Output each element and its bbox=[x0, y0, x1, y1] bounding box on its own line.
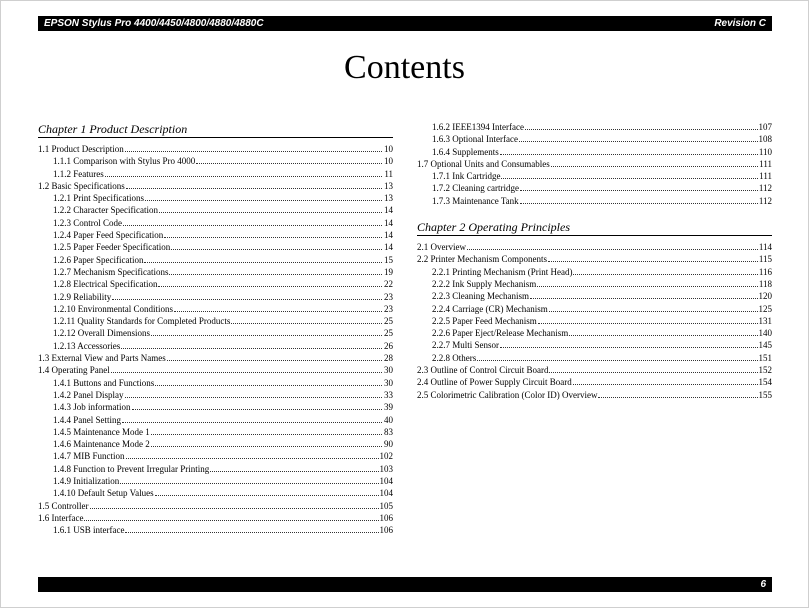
toc-entry-page: 33 bbox=[384, 389, 393, 400]
toc-entry-page: 39 bbox=[384, 402, 393, 413]
toc-entry-page: 115 bbox=[758, 254, 772, 265]
dot-leader bbox=[467, 242, 758, 250]
toc-entry-title: 2.4 Outline of Power Supply Circuit Board bbox=[417, 377, 572, 388]
toc-entry[interactable] bbox=[38, 192, 393, 204]
dot-leader bbox=[210, 464, 378, 472]
toc-entry-title: 2.2.6 Paper Eject/Release Mechanism bbox=[432, 328, 569, 339]
toc-entry[interactable] bbox=[417, 278, 772, 290]
dot-leader bbox=[122, 415, 382, 423]
toc-entry-page: 10 bbox=[384, 156, 393, 167]
toc-entry[interactable] bbox=[38, 414, 393, 426]
toc-entry[interactable] bbox=[417, 315, 772, 327]
toc-entry-page: 28 bbox=[384, 353, 393, 364]
toc-entry[interactable] bbox=[38, 155, 393, 167]
toc-entry[interactable] bbox=[38, 278, 393, 290]
toc-entry-title: 1.7 Optional Units and Consumables bbox=[417, 158, 550, 169]
toc-entry[interactable] bbox=[417, 303, 772, 315]
dot-leader bbox=[231, 316, 382, 324]
toc-entry[interactable] bbox=[38, 168, 393, 180]
toc-entry-page: 104 bbox=[379, 476, 393, 487]
toc-entry-title: 1.2.4 Paper Feed Specification bbox=[53, 230, 164, 241]
dot-leader bbox=[145, 193, 382, 201]
dot-leader bbox=[525, 122, 758, 130]
toc-entry-title: 2.2.7 Multi Sensor bbox=[432, 340, 500, 351]
toc-entry-page: 30 bbox=[384, 365, 393, 376]
toc-entry-title: 1.2.9 Reliability bbox=[53, 291, 112, 302]
toc-entry-page: 90 bbox=[384, 439, 393, 450]
toc-entry[interactable] bbox=[38, 401, 393, 413]
toc-entry-page: 116 bbox=[758, 266, 772, 277]
toc-entry-page: 111 bbox=[759, 171, 772, 182]
toc-entry[interactable] bbox=[38, 204, 393, 216]
toc-entry-title: 2.5 Colorimetric Calibration (Color ID) Overview bbox=[417, 389, 598, 400]
dot-leader bbox=[530, 291, 758, 299]
toc-entry-title: 1.2.6 Paper Specification bbox=[53, 254, 144, 265]
toc-entry[interactable] bbox=[38, 389, 393, 401]
dot-leader bbox=[549, 304, 758, 312]
toc-entry[interactable] bbox=[417, 352, 772, 364]
toc-entry-page: 23 bbox=[384, 291, 393, 302]
toc-entry-title: 1.2 Basic Specifications bbox=[38, 180, 125, 191]
dot-leader bbox=[500, 340, 757, 348]
toc-entry[interactable] bbox=[417, 339, 772, 351]
dot-leader bbox=[155, 378, 382, 386]
toc-entry-page: 104 bbox=[379, 488, 393, 499]
dot-leader bbox=[171, 242, 382, 250]
toc-entry-page: 40 bbox=[384, 414, 393, 425]
toc-left-column bbox=[38, 121, 393, 537]
toc-entry[interactable] bbox=[38, 475, 393, 487]
page-title: Contents bbox=[344, 49, 465, 86]
toc-entry[interactable] bbox=[38, 241, 393, 253]
toc-entry[interactable] bbox=[417, 327, 772, 339]
toc-entry[interactable] bbox=[417, 364, 772, 376]
toc-entry-page: 23 bbox=[384, 303, 393, 314]
toc-entry-title: 1.4.6 Maintenance Mode 2 bbox=[53, 439, 150, 450]
footer-bar bbox=[38, 577, 772, 592]
toc-entry[interactable] bbox=[38, 180, 393, 192]
toc-entry[interactable] bbox=[38, 291, 393, 303]
toc-entry[interactable] bbox=[417, 241, 772, 253]
toc-entry[interactable] bbox=[38, 438, 393, 450]
toc-entry-page: 14 bbox=[384, 205, 393, 216]
toc-entry-page: 155 bbox=[758, 389, 772, 400]
toc-entry[interactable] bbox=[417, 158, 772, 170]
toc-entry[interactable] bbox=[38, 352, 393, 364]
toc-entry[interactable] bbox=[417, 170, 772, 182]
toc-entry[interactable] bbox=[38, 254, 393, 266]
toc-entry-title: 1.7.1 Ink Cartridge bbox=[432, 171, 501, 182]
dot-leader bbox=[548, 254, 758, 262]
toc-entry-page: 145 bbox=[758, 340, 772, 351]
toc-entry[interactable] bbox=[417, 389, 772, 401]
toc-entry-title: 2.2.5 Paper Feed Mechanism bbox=[432, 315, 537, 326]
toc-entry[interactable] bbox=[417, 182, 772, 194]
toc-entry-page: 25 bbox=[384, 328, 393, 339]
dot-leader bbox=[123, 218, 382, 226]
toc-entry-page: 22 bbox=[384, 279, 393, 290]
toc-entry-page: 111 bbox=[759, 158, 772, 169]
toc-entry-title: 1.1.1 Comparison with Stylus Pro 4000 bbox=[53, 156, 196, 167]
toc-entry-title: 1.1 Product Description bbox=[38, 144, 124, 154]
dot-leader bbox=[125, 525, 378, 533]
toc-entry-title: 2.2 Printer Mechanism Components bbox=[417, 254, 547, 265]
toc-entry-title: 2.2.2 Ink Supply Mechanism bbox=[432, 278, 537, 289]
dot-leader bbox=[167, 353, 382, 361]
dot-leader bbox=[126, 451, 379, 459]
toc-entry-page: 152 bbox=[758, 365, 772, 376]
toc-entry-title: 1.4.2 Panel Display bbox=[53, 389, 124, 400]
toc-entry-page: 14 bbox=[384, 230, 393, 241]
toc-entry[interactable] bbox=[38, 524, 393, 536]
toc-entry-page: 14 bbox=[384, 242, 393, 253]
toc-entry-page: 106 bbox=[379, 525, 393, 536]
toc-entry-page: 106 bbox=[379, 512, 393, 523]
toc-entry-page: 105 bbox=[379, 500, 393, 511]
toc-entry-title: 1.2.7 Mechanism Specifications bbox=[53, 266, 169, 277]
toc-entry-title: 1.4.3 Job information bbox=[53, 402, 131, 413]
toc-entry-page: 131 bbox=[758, 315, 772, 326]
toc-entry-title: 1.5 Controller bbox=[38, 500, 89, 511]
footer-page-number: 6 bbox=[760, 579, 766, 590]
toc-entry-title: 1.4.4 Panel Setting bbox=[53, 414, 121, 425]
toc-entry-title: 1.7.3 Maintenance Tank bbox=[432, 195, 519, 206]
chapter-1-entries bbox=[38, 143, 393, 537]
toc-entry-page: 120 bbox=[758, 291, 772, 302]
toc-entry-page: 10 bbox=[384, 144, 393, 154]
toc-entry-title: 1.4.9 Initialization bbox=[53, 476, 120, 487]
toc-entry-page: 151 bbox=[758, 352, 772, 363]
chapter-1-continued-entries bbox=[417, 121, 772, 207]
toc-entry-page: 103 bbox=[379, 463, 393, 474]
toc-entry[interactable] bbox=[38, 303, 393, 315]
header-bar bbox=[38, 16, 772, 31]
toc-entry-title: 1.4 Operating Panel bbox=[38, 365, 110, 376]
toc-entry[interactable] bbox=[417, 146, 772, 158]
toc-entry[interactable] bbox=[38, 340, 393, 352]
toc-entry-page: 19 bbox=[384, 266, 393, 277]
toc-entry-page: 25 bbox=[384, 316, 393, 327]
dot-leader bbox=[196, 156, 382, 164]
header-product-title: EPSON Stylus Pro 4400/4450/4800/4880/4880C bbox=[44, 18, 264, 29]
toc-entry[interactable] bbox=[38, 463, 393, 475]
toc-entry-page: 140 bbox=[758, 328, 772, 339]
dot-leader bbox=[84, 513, 378, 521]
toc-entry-title: 1.6.4 Supplements bbox=[432, 146, 499, 157]
dot-leader bbox=[573, 267, 757, 275]
toc-entry[interactable] bbox=[38, 487, 393, 499]
dot-leader bbox=[125, 144, 382, 152]
toc-entry-title: 1.2.11 Quality Standards for Completed Products bbox=[53, 316, 231, 327]
toc-entry-title: 1.2.12 Overall Dimensions bbox=[53, 328, 150, 339]
toc-entry-page: 154 bbox=[758, 377, 772, 388]
toc-entry-title: 2.3 Outline of Control Circuit Board bbox=[417, 365, 549, 376]
toc-entry-page: 13 bbox=[384, 180, 393, 191]
dot-leader bbox=[573, 377, 758, 385]
dot-leader bbox=[105, 169, 382, 177]
toc-entry-page: 112 bbox=[758, 195, 772, 206]
dot-leader bbox=[164, 230, 382, 238]
dot-leader bbox=[169, 267, 382, 275]
toc-entry-title: 1.7.2 Cleaning cartridge bbox=[432, 183, 519, 194]
chapter-2-entries bbox=[417, 241, 772, 401]
dot-leader bbox=[477, 353, 757, 361]
dot-leader bbox=[90, 501, 379, 509]
toc-entry-page: 11 bbox=[384, 168, 393, 179]
toc-entry-title: 1.4.5 Maintenance Mode 1 bbox=[53, 426, 150, 437]
toc-entry[interactable] bbox=[417, 121, 772, 133]
dot-leader bbox=[151, 328, 382, 336]
toc-entry-page: 114 bbox=[758, 242, 772, 253]
toc-entry[interactable] bbox=[38, 217, 393, 229]
toc-entry-title: 1.6.1 USB interface bbox=[53, 525, 125, 536]
toc-entry[interactable] bbox=[38, 450, 393, 462]
dot-leader bbox=[111, 365, 382, 373]
dot-leader bbox=[551, 159, 758, 167]
dot-leader bbox=[151, 427, 382, 435]
toc-entry[interactable] bbox=[38, 143, 393, 155]
dot-leader bbox=[569, 328, 757, 336]
toc-entry-title: 1.6.3 Optional Interface bbox=[432, 134, 518, 145]
toc-entry[interactable] bbox=[38, 327, 393, 339]
dot-leader bbox=[112, 292, 382, 300]
dot-leader bbox=[144, 255, 382, 263]
toc-entry-title: 1.2.2 Character Specification bbox=[53, 205, 158, 216]
toc-entry[interactable] bbox=[417, 195, 772, 207]
toc-entry-title: 1.4.1 Buttons and Functions bbox=[53, 377, 155, 388]
dot-leader bbox=[549, 365, 757, 373]
toc-entry[interactable] bbox=[38, 500, 393, 512]
toc-entry-title: 1.2.10 Environmental Conditions bbox=[53, 303, 173, 314]
dot-leader bbox=[520, 196, 758, 204]
dot-leader bbox=[125, 390, 383, 398]
toc-right-column bbox=[417, 121, 772, 401]
toc-entry-page: 83 bbox=[384, 426, 393, 437]
toc-entry-page: 102 bbox=[379, 451, 393, 462]
toc-entry-page: 14 bbox=[384, 217, 393, 228]
toc-entry-title: 2.2.8 Others bbox=[432, 352, 477, 363]
dot-leader bbox=[126, 181, 382, 189]
toc-entry-title: 1.6 Interface bbox=[38, 512, 84, 523]
dot-leader bbox=[538, 316, 758, 324]
toc-entry[interactable] bbox=[417, 376, 772, 388]
toc-entry-page: 118 bbox=[758, 278, 772, 289]
dot-leader bbox=[151, 439, 382, 447]
toc-entry[interactable] bbox=[38, 364, 393, 376]
toc-entry[interactable] bbox=[417, 133, 772, 145]
toc-entry-page: 26 bbox=[384, 340, 393, 351]
toc-entry-title: 1.2.3 Control Code bbox=[53, 217, 122, 228]
toc-entry-page: 125 bbox=[758, 303, 772, 314]
dot-leader bbox=[132, 402, 383, 410]
toc-entry[interactable] bbox=[417, 290, 772, 302]
toc-entry-page: 108 bbox=[758, 134, 772, 145]
dot-leader bbox=[519, 134, 758, 142]
toc-entry[interactable] bbox=[38, 512, 393, 524]
dot-leader bbox=[155, 488, 379, 496]
toc-entry[interactable] bbox=[38, 426, 393, 438]
toc-entry-title: 1.2.5 Paper Feeder Specification bbox=[53, 242, 171, 253]
toc-entry-title: 1.2.13 Accessories bbox=[53, 340, 121, 351]
dot-leader bbox=[501, 171, 758, 179]
toc-entry[interactable] bbox=[417, 266, 772, 278]
dot-leader bbox=[174, 304, 382, 312]
dot-leader bbox=[120, 476, 378, 484]
toc-entry-page: 110 bbox=[758, 146, 772, 157]
chapter-1-heading: Chapter 1 Product Description bbox=[38, 121, 393, 138]
dot-leader bbox=[158, 279, 382, 287]
toc-entry[interactable] bbox=[38, 315, 393, 327]
toc-entry-title: 1.4.10 Default Setup Values bbox=[53, 488, 154, 499]
toc-entry-title: 1.4.7 MIB Function bbox=[53, 451, 125, 462]
dot-leader bbox=[121, 341, 382, 349]
toc-entry-page: 15 bbox=[384, 254, 393, 265]
toc-entry-page: 107 bbox=[758, 122, 772, 132]
toc-entry-title: 2.2.4 Carriage (CR) Mechanism bbox=[432, 303, 548, 314]
toc-entry[interactable] bbox=[417, 253, 772, 265]
toc-entry-title: 1.4.8 Function to Prevent Irregular Printing bbox=[53, 463, 210, 474]
toc-entry[interactable] bbox=[38, 266, 393, 278]
header-revision: Revision C bbox=[714, 18, 766, 29]
toc-entry-title: 2.2.3 Cleaning Mechanism bbox=[432, 291, 529, 302]
dot-leader bbox=[500, 147, 758, 155]
dot-leader bbox=[520, 183, 758, 191]
toc-entry-title: 2.1 Overview bbox=[417, 242, 466, 253]
toc-entry-page: 112 bbox=[758, 183, 772, 194]
toc-entry-title: 1.1.2 Features bbox=[53, 168, 104, 179]
toc-entry-title: 2.2.1 Printing Mechanism (Print Head) bbox=[432, 266, 573, 277]
dot-leader bbox=[159, 205, 382, 213]
toc-entry-title: 1.2.8 Electrical Specification bbox=[53, 279, 158, 290]
dot-leader bbox=[598, 390, 757, 398]
toc-entry-title: 1.2.1 Print Specifications bbox=[53, 193, 144, 204]
toc-entry-title: 1.6.2 IEEE1394 Interface bbox=[432, 122, 524, 132]
toc-entry-page: 30 bbox=[384, 377, 393, 388]
toc-entry-title: 1.3 External View and Parts Names bbox=[38, 353, 166, 364]
chapter-2-heading: Chapter 2 Operating Principles bbox=[417, 219, 772, 236]
toc-entry[interactable] bbox=[38, 229, 393, 241]
dot-leader bbox=[537, 279, 758, 287]
toc-entry-page: 13 bbox=[384, 193, 393, 204]
toc-entry[interactable] bbox=[38, 377, 393, 389]
